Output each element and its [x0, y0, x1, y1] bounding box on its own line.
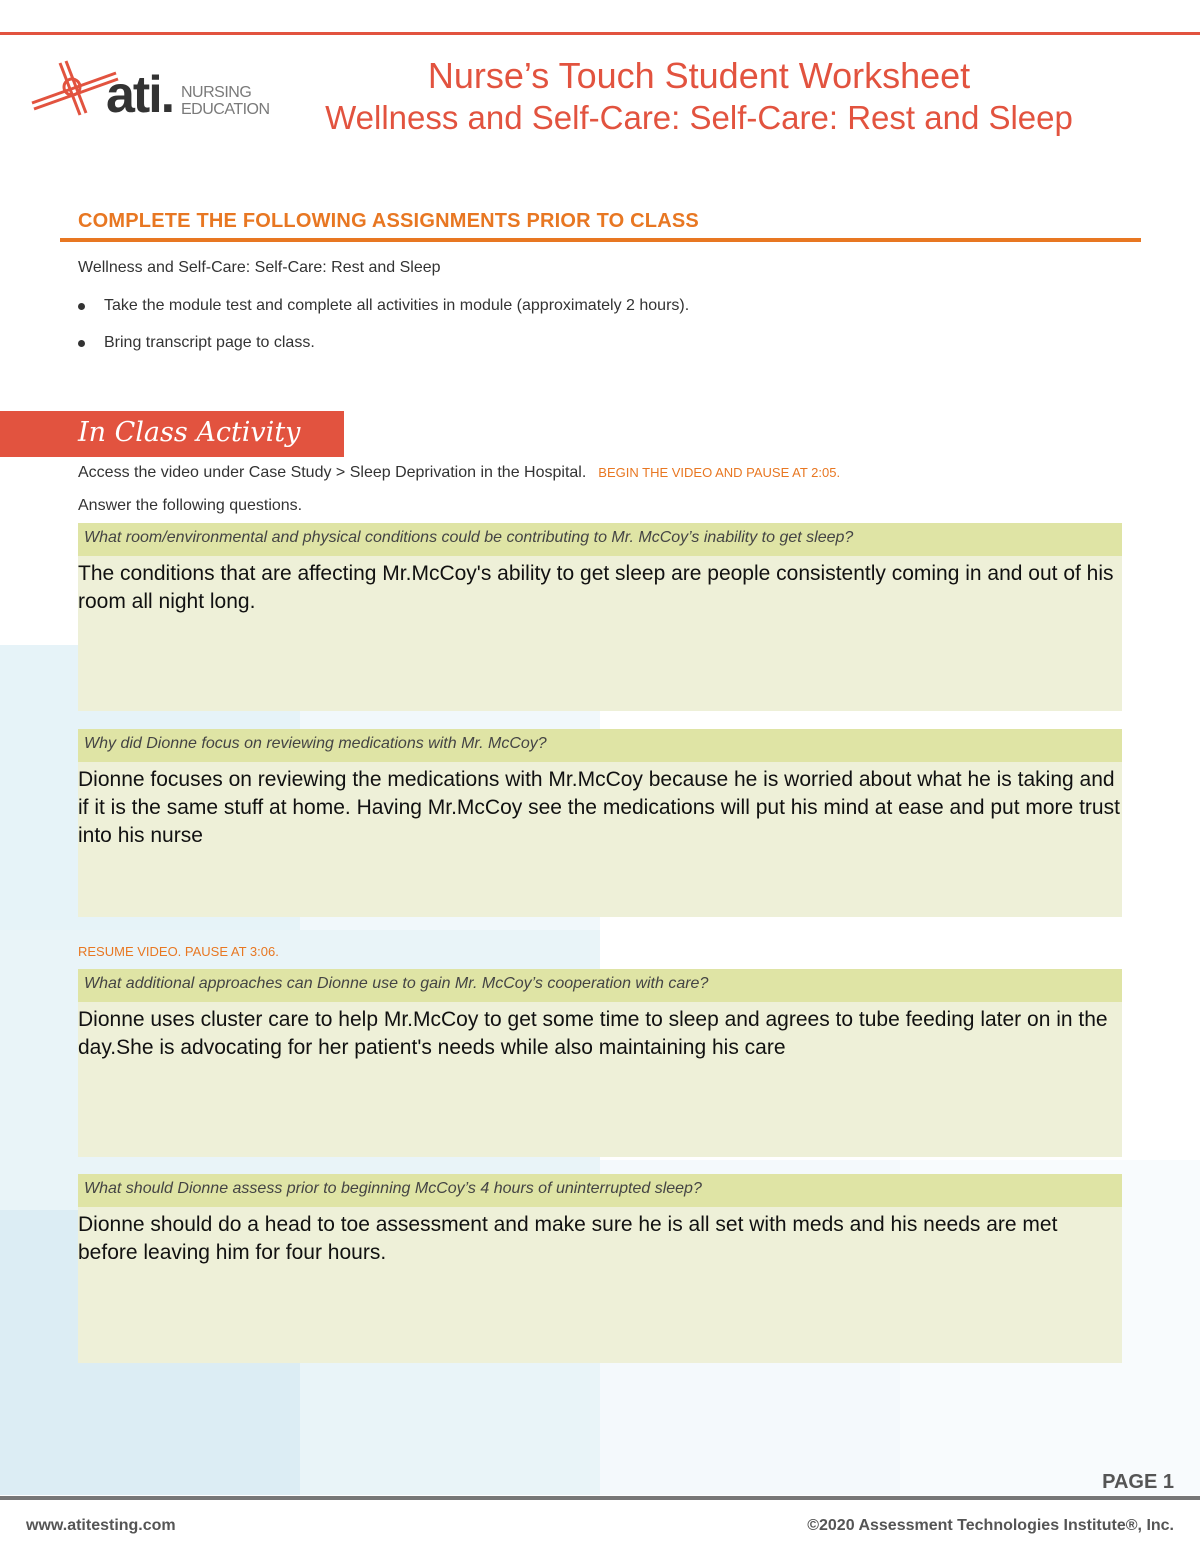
answer-field[interactable]: Dionne should do a head to toe assessment and make sure he is all set with meds and his needs are met before leaving him for four hours. [78, 1207, 1122, 1363]
module-name: Wellness and Self-Care: Self-Care: Rest and Sleep [78, 259, 441, 276]
logo-line-education: EDUCATION [181, 101, 270, 118]
footer-rule [0, 1496, 1200, 1500]
access-text: Access the video under Case Study > Sleep Deprivation in the Hospital. [78, 464, 587, 481]
question-text: What should Dionne assess prior to beginning McCoy’s 4 hours of uninterrupted sleep? [78, 1174, 1122, 1207]
footer-url: www.atitesting.com [26, 1517, 176, 1534]
answer-prompt: Answer the following questions. [78, 497, 303, 514]
bullet-icon [78, 303, 85, 310]
answer-field[interactable]: Dionne uses cluster care to help Mr.McCoy to get some time to sleep and agrees to tube feeding later on in the day.She is advocating for her patient's needs while also maintaining his care [78, 1002, 1122, 1157]
list-item-text: Bring transcript page to class. [104, 334, 315, 351]
question-block-4 [78, 1174, 1122, 1363]
question-text: What room/environmental and physical conditions could be contributing to Mr. McCoy’s inability to get sleep? [78, 523, 1122, 556]
answer-field[interactable]: The conditions that are affecting Mr.McCoy's ability to get sleep are people consistently coming in and out of his room all night long. [78, 556, 1122, 711]
logo-line-nursing: NURSING [181, 84, 252, 101]
in-class-activity-tab [0, 411, 344, 457]
list-item [78, 296, 689, 333]
video-instructions [78, 464, 840, 482]
list-item [78, 333, 689, 370]
question-block-1 [78, 523, 1122, 711]
assignment-list [78, 296, 689, 370]
resume-video-cue: RESUME VIDEO. PAUSE AT 3:06. [78, 944, 279, 959]
ati-logo [28, 55, 270, 130]
question-block-2 [78, 729, 1122, 917]
page-number: PAGE 1 [1102, 1471, 1174, 1493]
activity-tab-label: In Class Activity [78, 417, 301, 448]
question-text: What additional approaches can Dionne use to gain Mr. McCoy’s cooperation with care? [78, 969, 1122, 1002]
question-text: Why did Dionne focus on reviewing medications with Mr. McCoy? [78, 729, 1122, 762]
answer-field[interactable]: Dionne focuses on reviewing the medications with Mr.McCoy because he is worried about what he is taking and if it is the same stuff at home. Having Mr.McCoy see the medications will put his mind at ease and put more trust into his nurse [78, 762, 1122, 917]
logo-brand: ati. [106, 66, 174, 124]
worksheet-title: Nurse’s Touch Student Worksheet [427, 55, 971, 96]
question-block-3 [78, 969, 1122, 1157]
assignments-heading: COMPLETE THE FOLLOWING ASSIGNMENTS PRIOR TO CLASS [78, 210, 699, 232]
footer-copyright: ©2020 Assessment Technologies Institute®, Inc. [807, 1517, 1174, 1534]
bullet-icon [78, 340, 85, 347]
assignments-rule [60, 238, 1141, 242]
list-item-text: Take the module test and complete all activities in module (approximately 2 hours). [104, 297, 690, 314]
worksheet-subtitle: Wellness and Self-Care: Self-Care: Rest and Sleep [325, 99, 1073, 136]
begin-video-cue: BEGIN THE VIDEO AND PAUSE AT 2:05. [598, 465, 841, 480]
top-rule [0, 32, 1200, 35]
